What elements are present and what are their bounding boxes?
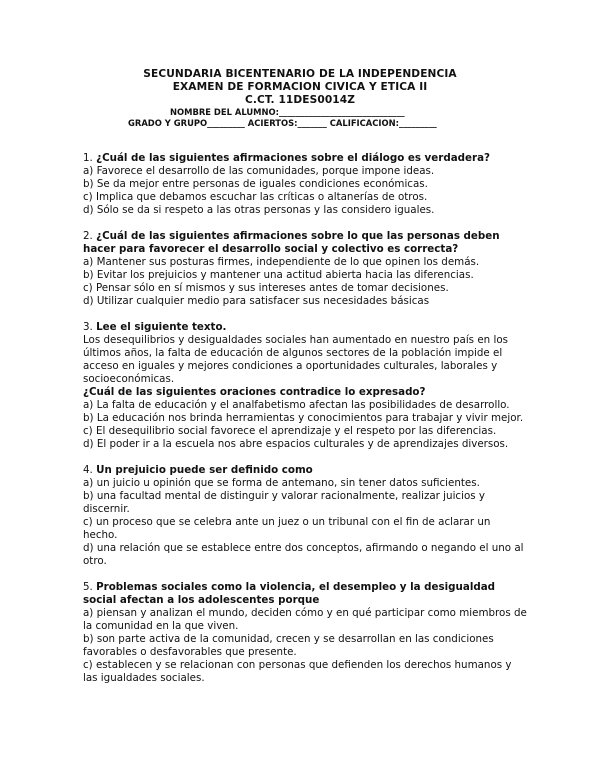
exam-title: EXAMEN DE FORMACION CIVICA Y ETICA II (172, 81, 428, 93)
question-text: Un prejuicio puede ser definido como (96, 464, 313, 476)
question-number: 5. (83, 581, 97, 593)
question-stem (83, 581, 528, 607)
question-stem (83, 152, 528, 165)
questions (83, 152, 528, 698)
question-text: ¿Cuál de las siguientes afirmaciones sobre el diálogo es verdadera? (96, 152, 491, 164)
question-number: 1. (83, 152, 97, 164)
option-d: d) una relación que se establece entre dos conceptos, afirmando o negando el uno al otro. (83, 542, 524, 567)
question-text: Problemas sociales como la violencia, el desempleo y la desigualdad social afectan a los adolescentes porque (83, 581, 496, 606)
option-b: b) son parte activa de la comunidad, crecen y se desarrollan en las condiciones favorables o desfavorables que presente. (83, 633, 494, 658)
option-a: a) La falta de educación y el analfabetismo afectan las posibilidades de desarrollo. (83, 399, 510, 411)
question-stem (83, 464, 528, 477)
school-code: C.CT. 11DES0014Z (244, 94, 356, 106)
reading-passage: Los desequilibrios y desigualdades sociales han aumentado en nuestro país en los últimos años, la falta de educación de algunos sectores de la población impide el acceso en iguales y mejores condiciones a oportunidades culturales, laborales y socioeconómicas. (83, 334, 508, 385)
question-prompt: ¿Cuál de las siguientes oraciones contradice lo expresado? (83, 386, 426, 398)
option-a: a) Mantener sus posturas firmes, independiente de lo que opinen los demás. (83, 256, 480, 268)
option-d: d) Sólo se da si respeto a las otras personas y las considero iguales. (83, 204, 435, 216)
option-a: a) un juicio u opinión que se forma de antemano, sin tener datos suficientes. (83, 477, 480, 489)
option-c: c) Implica que debamos escuchar las críticas o altanerías de otros. (83, 191, 428, 203)
question-2 (83, 230, 528, 308)
option-d: d) El poder ir a la escuela nos abre espacios culturales y de aprendizajes diversos. (83, 438, 509, 450)
question-3 (83, 321, 528, 451)
option-b: b) La educación nos brinda herramientas y conocimientos para trabajar y vivir mejor. (83, 412, 524, 424)
option-b: b) una facultad mental de distinguir y valorar racionalmente, realizar juicios y discernir. (83, 490, 485, 515)
school-name: SECUNDARIA BICENTENARIO DE LA INDEPENDENCIA (143, 68, 457, 80)
question-1 (83, 152, 528, 217)
question-4 (83, 464, 528, 568)
option-c: c) establecen y se relacionan con personas que defienden los derechos humanos y las igualdades sociales. (83, 659, 512, 684)
option-d: d) Utilizar cualquier medio para satisfacer sus necesidades básicas (83, 295, 430, 307)
question-number: 4. (83, 464, 97, 476)
question-text: ¿Cuál de las siguientes afirmaciones sobre lo que las personas deben hacer para favorecer el desarrollo social y colectivo es correcta? (83, 230, 500, 255)
option-a: a) piensan y analizan el mundo, deciden cómo y en qué participar como miembros de la comunidad en la que viven. (83, 607, 527, 632)
question-number: 3. (83, 321, 97, 333)
question-number: 2. (83, 230, 97, 242)
option-c: c) Pensar sólo en sí mismos y sus intereses antes de tomar decisiones. (83, 282, 449, 294)
option-b: b) Evitar los prejuicios y mantener una actitud abierta hacia las diferencias. (83, 269, 474, 281)
question-text: Lee el siguiente texto. (96, 321, 227, 333)
student-name-field: NOMBRE DEL ALUMNO:______________________________ (170, 107, 405, 117)
option-c: c) un proceso que se celebra ante un juez o un tribunal con el fin de aclarar un hecho. (83, 516, 491, 541)
option-b: b) Se da mejor entre personas de iguales condiciones económicas. (83, 178, 428, 190)
exam-header (0, 68, 600, 129)
option-a: a) Favorece el desarrollo de las comunidades, porque impone ideas. (83, 165, 435, 177)
option-c: c) El desequilibrio social favorece el aprendizaje y el respeto por las diferencias. (83, 425, 497, 437)
question-5 (83, 581, 528, 685)
grade-score-fields: GRADO Y GRUPO_________ ACIERTOS:_______ CALIFICACION:_________ (128, 118, 437, 128)
question-stem (83, 321, 528, 334)
question-stem (83, 230, 528, 256)
